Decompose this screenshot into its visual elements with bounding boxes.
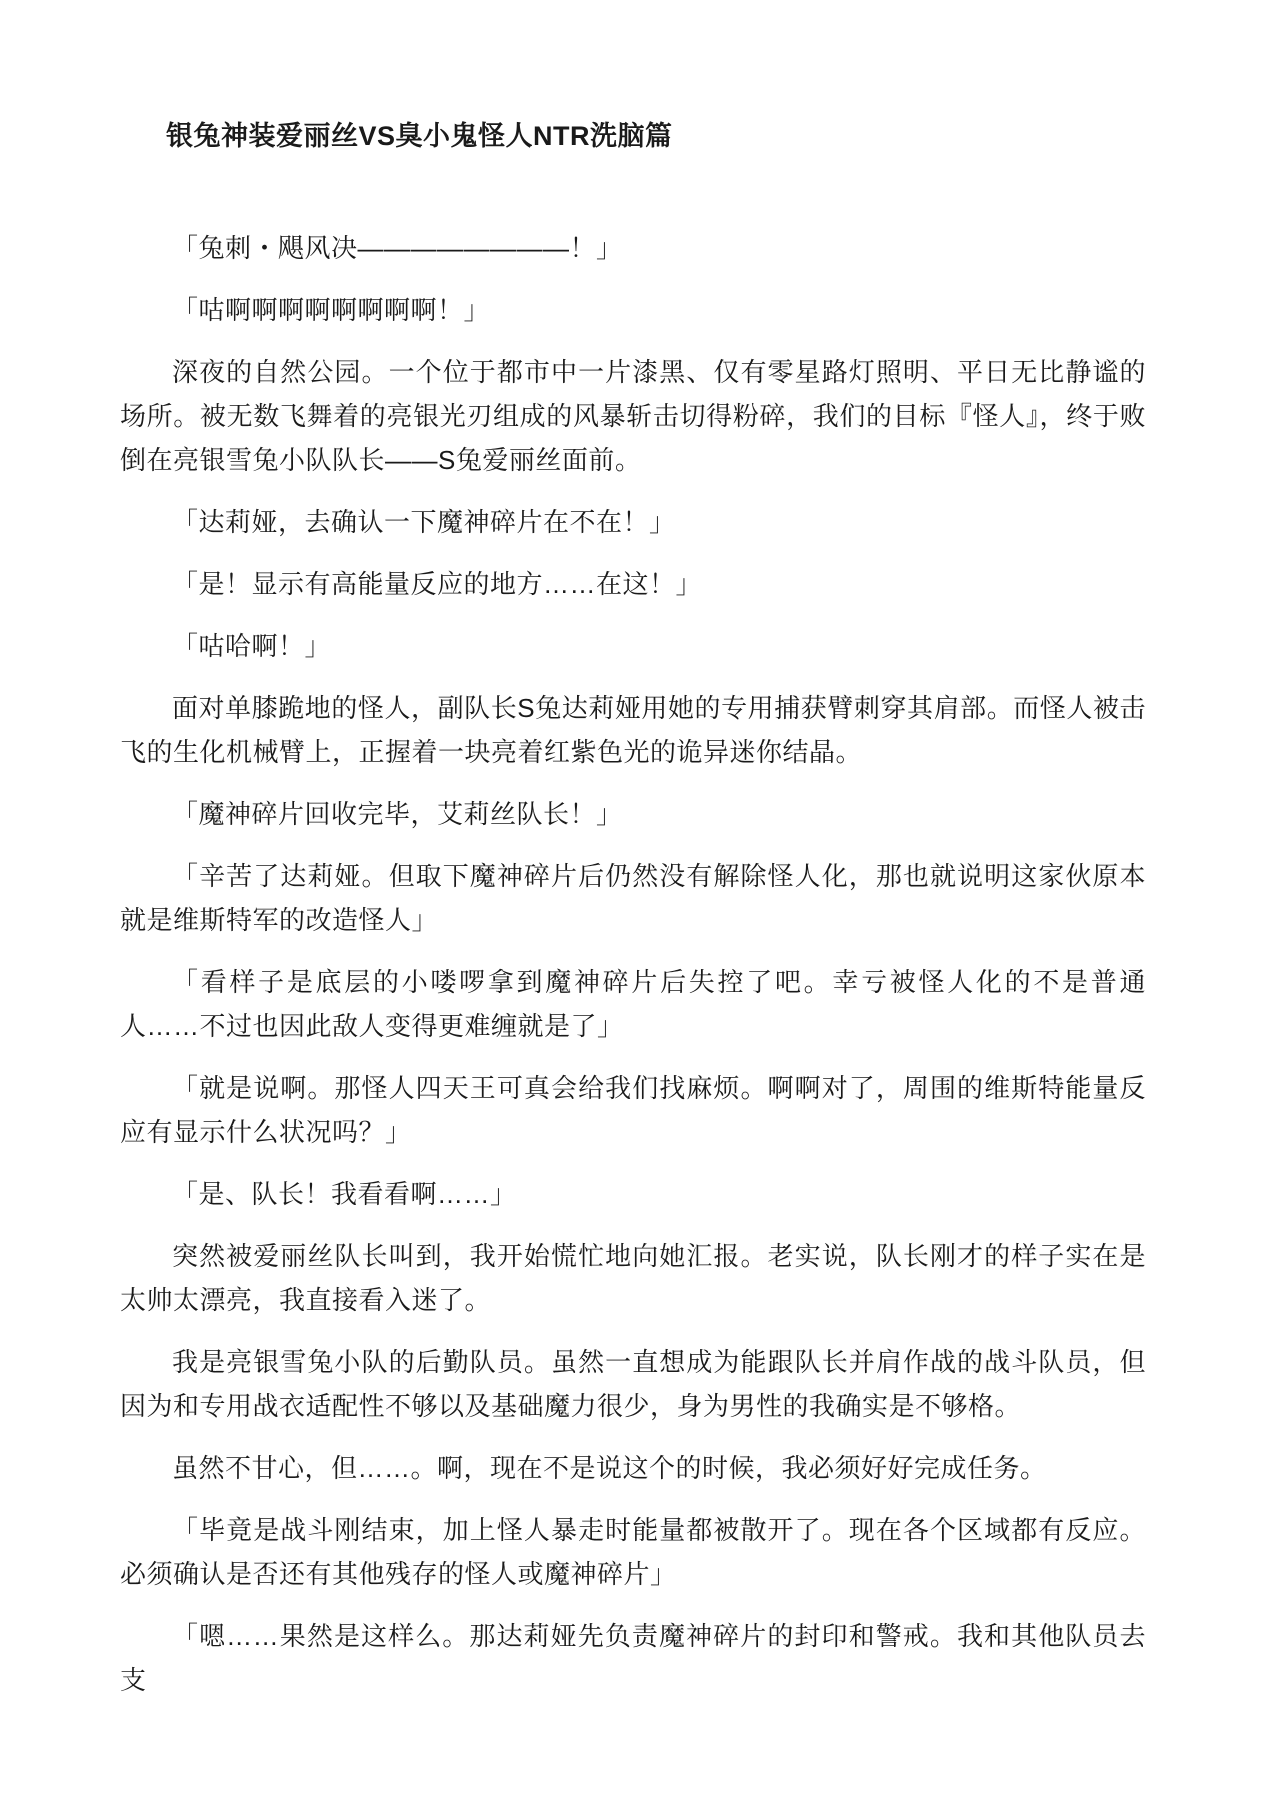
- paragraph-dialogue: 「嗯……果然是这样么。那达莉娅先负责魔神碎片的封印和警戒。我和其他队员去支: [120, 1621, 1146, 1695]
- document-body: [120, 226, 1146, 1702]
- paragraph-narration: 面对单膝跪地的怪人，副队长S兔达莉娅用她的专用捕获臂刺穿其肩部。而怪人被击飞的生化机械臂上，正握着一块亮着红紫色光的诡异迷你结晶。: [120, 693, 1146, 767]
- paragraph-dialogue: 「是！显示有高能量反应的地方……在这！」: [172, 569, 703, 599]
- paragraph-narration: 深夜的自然公园。一个位于都市中一片漆黑、仅有零星路灯照明、平日无比静谧的场所。被无数飞舞着的亮银光刃组成的风暴斩击切得粉碎，我们的目标『怪人』，终于败倒在亮银雪兔小队队长——S兔爱丽丝面前。: [120, 357, 1146, 475]
- paragraph-dialogue: 「毕竟是战斗刚结束，加上怪人暴走时能量都被散开了。现在各个区域都有反应。必须确认是否还有其他残存的怪人或魔神碎片」: [120, 1515, 1146, 1589]
- paragraph-dialogue: 「看样子是底层的小喽啰拿到魔神碎片后失控了吧。幸亏被怪人化的不是普通人……不过也因此敌人变得更难缠就是了」: [120, 967, 1146, 1041]
- paragraph-narration: 突然被爱丽丝队长叫到，我开始慌忙地向她汇报。老实说，队长刚才的样子实在是太帅太漂亮，我直接看入迷了。: [120, 1241, 1146, 1315]
- paragraph-dialogue: 「魔神碎片回收完毕，艾莉丝队长！」: [172, 799, 623, 829]
- paragraph-dialogue: 「就是说啊。那怪人四天王可真会给我们找麻烦。啊啊对了，周围的维斯特能量反应有显示什么状况吗？」: [120, 1073, 1146, 1147]
- paragraph-dialogue: 「是、队长！我看看啊……」: [172, 1179, 517, 1209]
- paragraph-narration: 虽然不甘心，但……。啊，现在不是说这个的时候，我必须好好完成任务。: [172, 1453, 1047, 1483]
- page-title: 银兔神装爱丽丝VS臭小鬼怪人NTR洗脑篇: [166, 121, 673, 151]
- paragraph-dialogue: 「兔刺・飓风决————————！」: [172, 233, 623, 263]
- paragraph-dialogue: 「辛苦了达莉娅。但取下魔神碎片后仍然没有解除怪人化，那也就说明这家伙原本就是维斯特军的改造怪人」: [120, 861, 1146, 935]
- paragraph-dialogue: 「达莉娅，去确认一下魔神碎片在不在！」: [172, 507, 676, 537]
- paragraph-dialogue: 「咕哈啊！」: [172, 631, 332, 661]
- paragraph-dialogue: 「咕啊啊啊啊啊啊啊啊！」: [172, 295, 491, 325]
- paragraph-narration: 我是亮银雪兔小队的后勤队员。虽然一直想成为能跟队长并肩作战的战斗队员，但因为和专用战衣适配性不够以及基础魔力很少，身为男性的我确实是不够格。: [120, 1347, 1146, 1421]
